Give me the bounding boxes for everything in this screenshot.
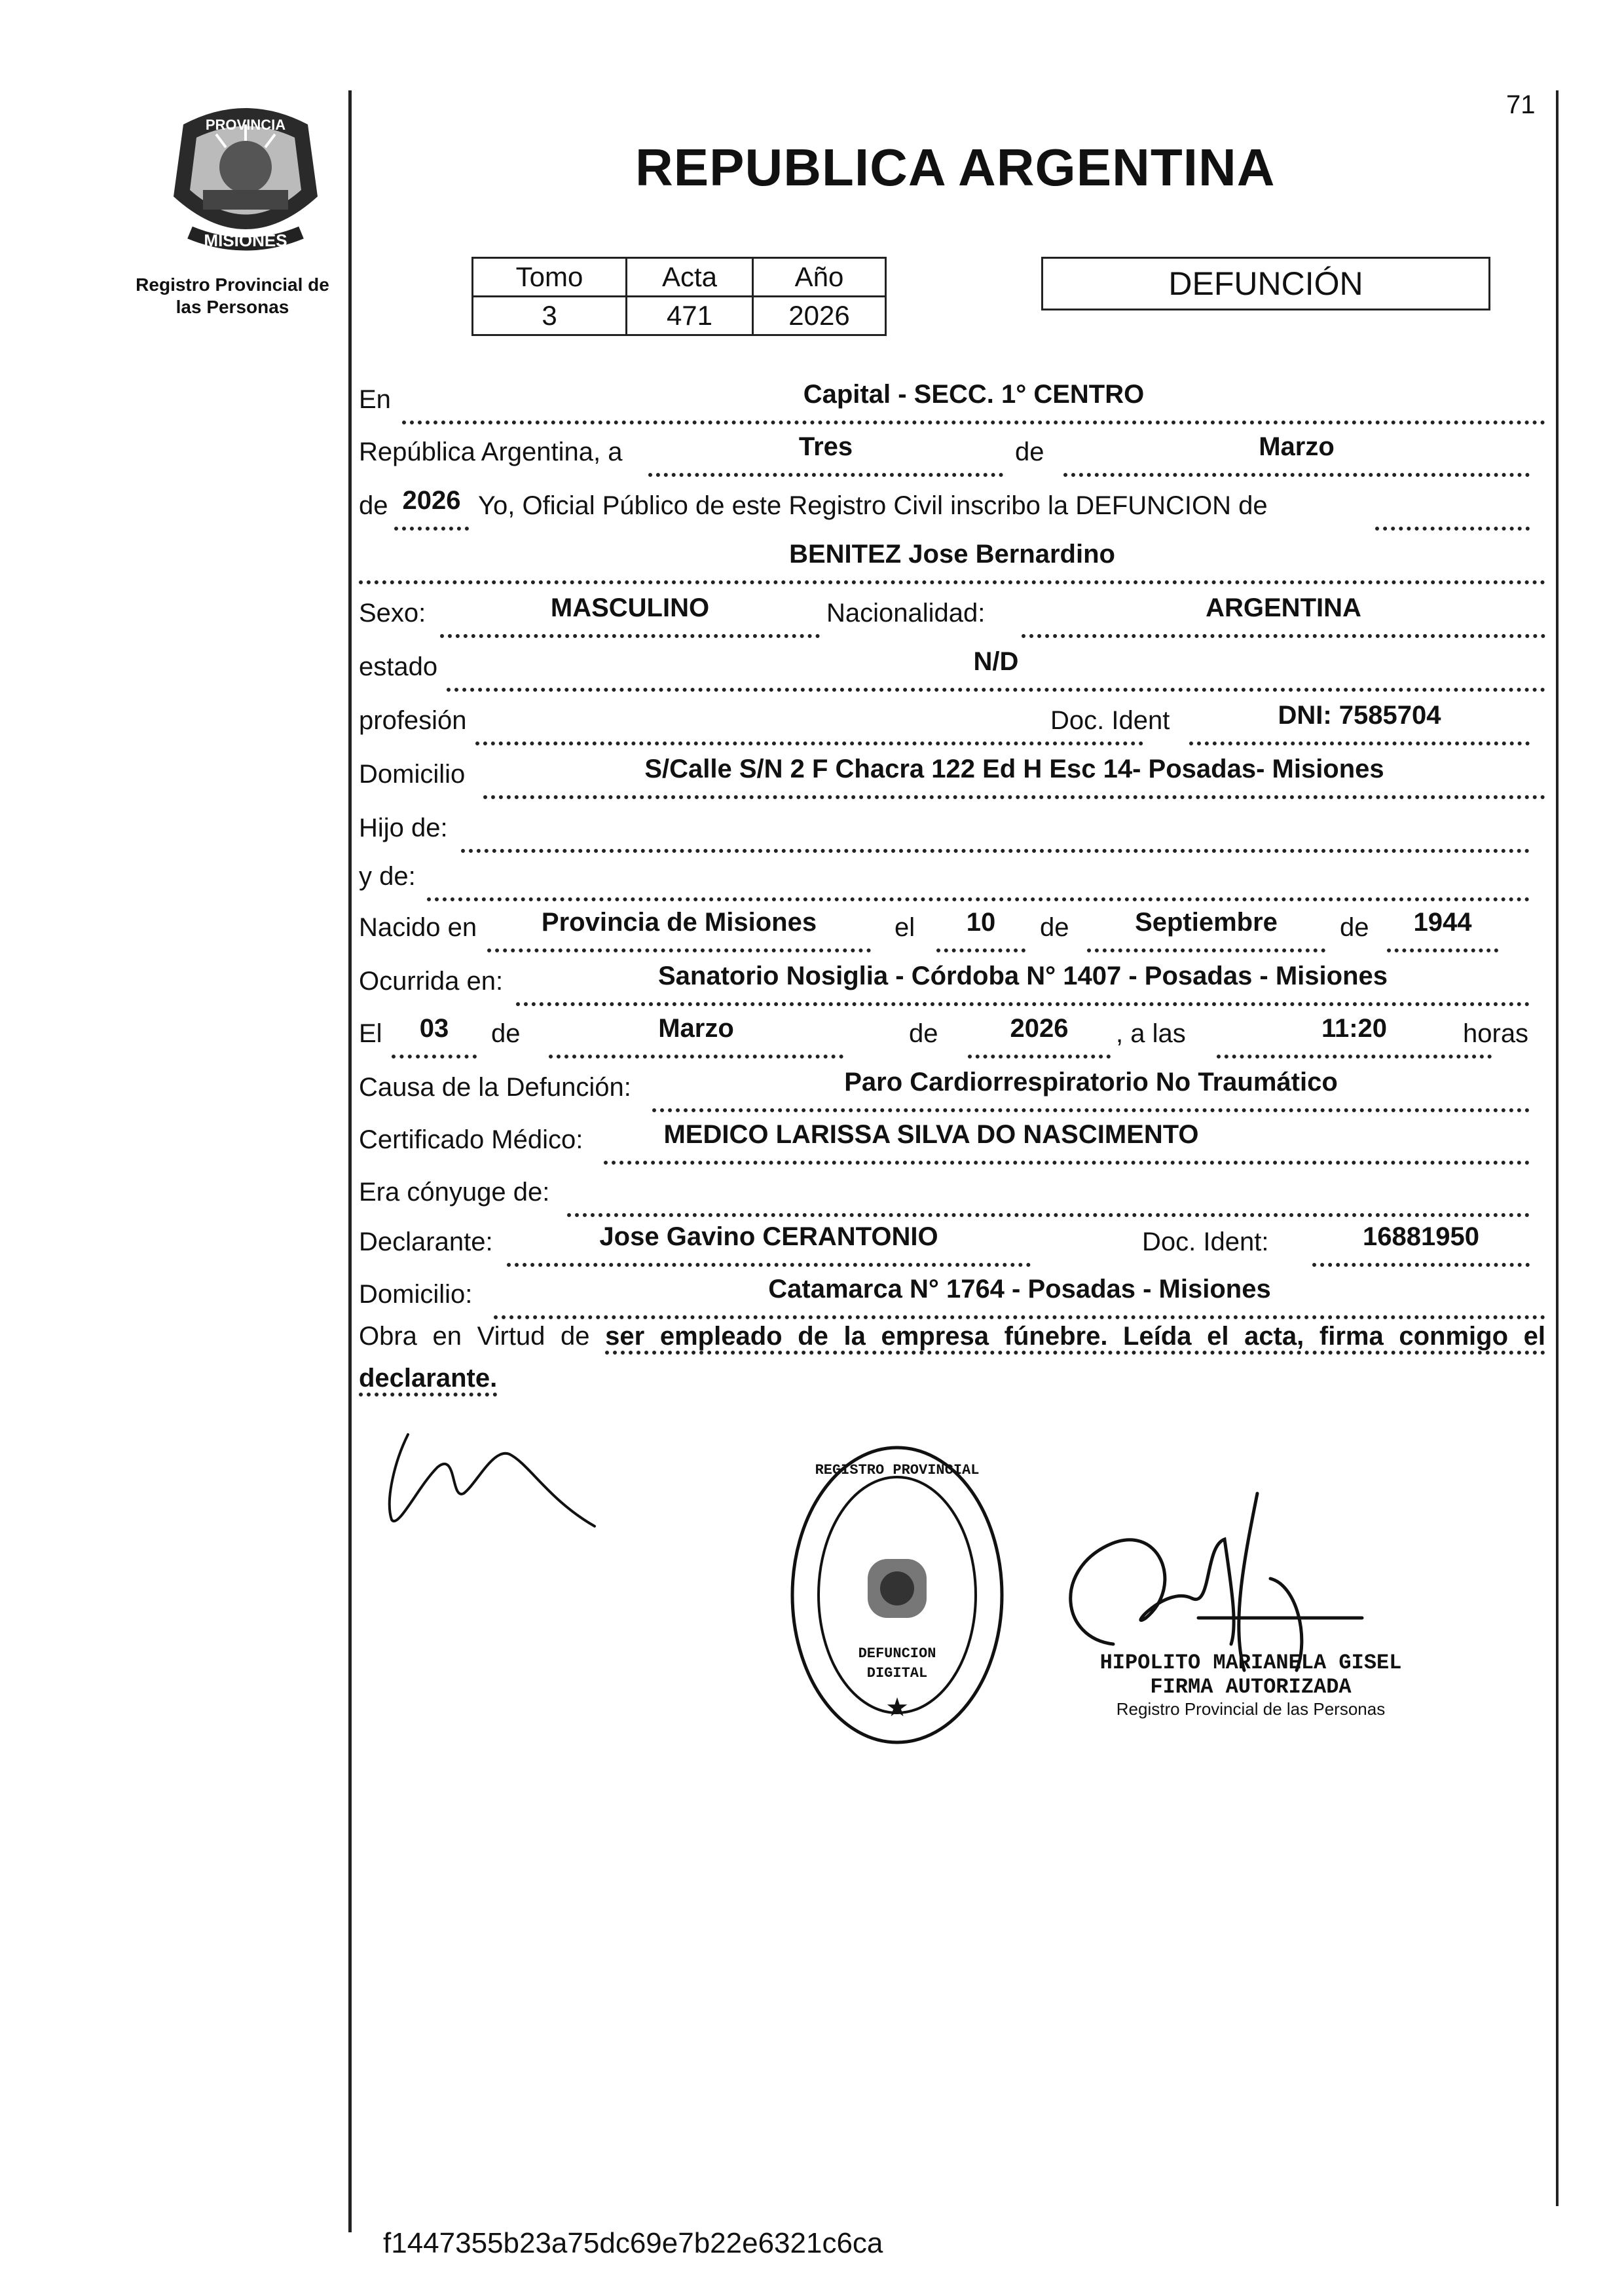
row-y-de (359, 862, 1545, 909)
conyuge-fill-line (567, 1178, 1530, 1217)
certificado-value: MEDICO LARISSA SILVA DO NASCIMENTO (663, 1120, 1199, 1149)
obra-label: Obra en Virtud de (359, 1322, 590, 1351)
mes-value: Marzo (1259, 432, 1335, 461)
republica-label: República Argentina, a (359, 438, 623, 466)
de-label: de (491, 1019, 521, 1048)
registry-caption-line: las Personas (175, 297, 289, 317)
hijo-label: Hijo de: (359, 814, 448, 842)
table-header-acta: Acta (627, 258, 753, 297)
profesion-label: profesión (359, 706, 467, 735)
nacionalidad-label: Nacionalidad: (826, 599, 986, 628)
nacido-value: Provincia de Misiones (541, 908, 817, 937)
svg-text:MISIONES: MISIONES (204, 231, 287, 250)
declarante-value: Jose Gavino CERANTONIO (599, 1222, 938, 1251)
nac-anio-value: 1944 (1413, 908, 1472, 937)
obra-en-virtud-paragraph (359, 1315, 1545, 1399)
registry-caption-line: Registro Provincial de (136, 274, 329, 295)
row-nombre (359, 540, 1545, 592)
nac-mes-value: Septiembre (1135, 908, 1278, 937)
row-hijo-de (359, 814, 1545, 861)
domicilio-label: Domicilio (359, 760, 466, 789)
def-hora-value: 11:20 (1321, 1014, 1388, 1043)
row-fecha (359, 432, 1545, 485)
decl-doc-label: Doc. Ident: (1142, 1228, 1269, 1256)
def-mes-value: Marzo (658, 1014, 734, 1043)
hijo-fill-line (461, 814, 1530, 853)
table-cell-acta: 471 (627, 297, 753, 335)
horas-label: horas (1463, 1019, 1529, 1048)
svg-text:PROVINCIA: PROVINCIA (205, 117, 286, 133)
conyuge-label: Era cónyuge de: (359, 1178, 550, 1207)
ocurrida-label: Ocurrida en: (359, 967, 504, 996)
handwritten-signature-icon (1035, 1480, 1375, 1677)
obra-value: ser empleado de la empresa fúnebre. Leída el acta, firma conmigo el (605, 1322, 1545, 1355)
inscribo-text: Yo, Oficial Público de este Registro Civil inscribo la DEFUNCION de (478, 491, 1268, 520)
nacionalidad-value: ARGENTINA (1206, 593, 1361, 622)
domicilio-value: S/Calle S/N 2 F Chacra 122 Ed H Esc 14- Posadas- Misiones (644, 755, 1384, 783)
obra-value-continuation: declarante. (359, 1364, 497, 1397)
row-lugar (359, 380, 1545, 432)
estado-label: estado (359, 652, 438, 681)
decl-doc-value: 16881950 (1363, 1222, 1479, 1251)
right-margin-rule (1556, 90, 1559, 2206)
row-declarante (359, 1222, 1545, 1275)
row-nacimiento (359, 908, 1545, 960)
handwritten-signature-icon (378, 1421, 614, 1533)
en-label: En (359, 385, 391, 414)
round-official-stamp-icon (786, 1441, 1008, 1749)
nac-dia-value: 10 (966, 908, 996, 937)
yde-label: y de: (359, 862, 416, 891)
de-label: de (909, 1019, 938, 1048)
row-domicilio (359, 755, 1545, 807)
causa-label: Causa de la Defunción: (359, 1073, 631, 1102)
profesion-fill-line (475, 706, 1143, 745)
row-certificado (359, 1120, 1545, 1172)
table-cell-tomo: 3 (473, 297, 627, 335)
el-label: el (895, 913, 915, 942)
en-value: Capital - SECC. 1° CENTRO (803, 380, 1145, 409)
svg-text:★: ★ (885, 1693, 909, 1723)
def-dia-value: 03 (419, 1014, 449, 1043)
row-sexo-nacionalidad (359, 593, 1545, 646)
sexo-value: MASCULINO (550, 593, 710, 622)
def-anio-value: 2026 (1010, 1014, 1069, 1043)
official-name: HIPOLITO MARIANELA GISEL (1099, 1651, 1402, 1675)
official-role: FIRMA AUTORIZADA (1150, 1675, 1352, 1699)
sexo-label: Sexo: (359, 599, 426, 628)
decl-domicilio-value: Catamarca N° 1764 - Posadas - Misiones (768, 1275, 1271, 1303)
certificado-label: Certificado Médico: (359, 1125, 583, 1154)
doc-ident-value: DNI: 7585704 (1278, 701, 1441, 730)
row-estado (359, 647, 1545, 700)
estado-value: N/D (973, 647, 1019, 676)
nacido-label: Nacido en (359, 913, 477, 942)
page-title: REPUBLICA ARGENTINA (635, 138, 1276, 197)
alas-label: , a las (1116, 1019, 1186, 1048)
row-fecha-defuncion (359, 1014, 1545, 1066)
row-inscripcion (359, 486, 1545, 538)
yde-fill-line (427, 862, 1530, 901)
de-label: de (1040, 913, 1069, 942)
misiones-province-seal-icon (157, 98, 334, 262)
row-ocurrida (359, 962, 1545, 1014)
decl-domicilio-label: Domicilio: (359, 1280, 473, 1309)
official-signature-block (1067, 1651, 1434, 1719)
de-label: de (1340, 913, 1369, 942)
dia-value: Tres (798, 432, 853, 461)
ocurrida-value: Sanatorio Nosiglia - Córdoba N° 1407 - Posadas - Misiones (657, 962, 1388, 990)
row-conyuge (359, 1178, 1545, 1225)
table-cell-anio: 2026 (753, 297, 886, 335)
svg-text:REGISTRO PROVINCIAL: REGISTRO PROVINCIAL (815, 1462, 980, 1478)
doc-ident-label: Doc. Ident (1050, 706, 1170, 735)
el-label: El (359, 1019, 382, 1048)
declarante-label: Declarante: (359, 1228, 493, 1256)
document-type-box: DEFUNCIÓN (1041, 257, 1490, 310)
causa-value: Paro Cardiorrespiratorio No Traumático (844, 1068, 1338, 1097)
svg-text:DEFUNCION: DEFUNCION (858, 1645, 936, 1662)
table-header-anio: Año (753, 258, 886, 297)
nombre-value: BENITEZ Jose Bernardino (789, 540, 1115, 569)
left-margin-rule (348, 90, 352, 2232)
page-number: 71 (1506, 90, 1536, 119)
registry-caption (124, 274, 341, 318)
table-header-tomo: Tomo (473, 258, 627, 297)
tomo-acta-anio-table (471, 257, 887, 336)
row-causa (359, 1068, 1545, 1120)
de-label: de (1015, 438, 1044, 466)
de-label: de (359, 491, 388, 520)
inscribo-fill-line (1375, 491, 1530, 531)
official-org: Registro Provincial de las Personas (1116, 1699, 1386, 1719)
row-profesion-doc (359, 701, 1545, 753)
document-hash: f1447355b23a75dc69e7b22e6321c6ca (383, 2227, 883, 2259)
anio-value: 2026 (402, 486, 461, 515)
svg-text:DIGITAL: DIGITAL (866, 1665, 928, 1681)
